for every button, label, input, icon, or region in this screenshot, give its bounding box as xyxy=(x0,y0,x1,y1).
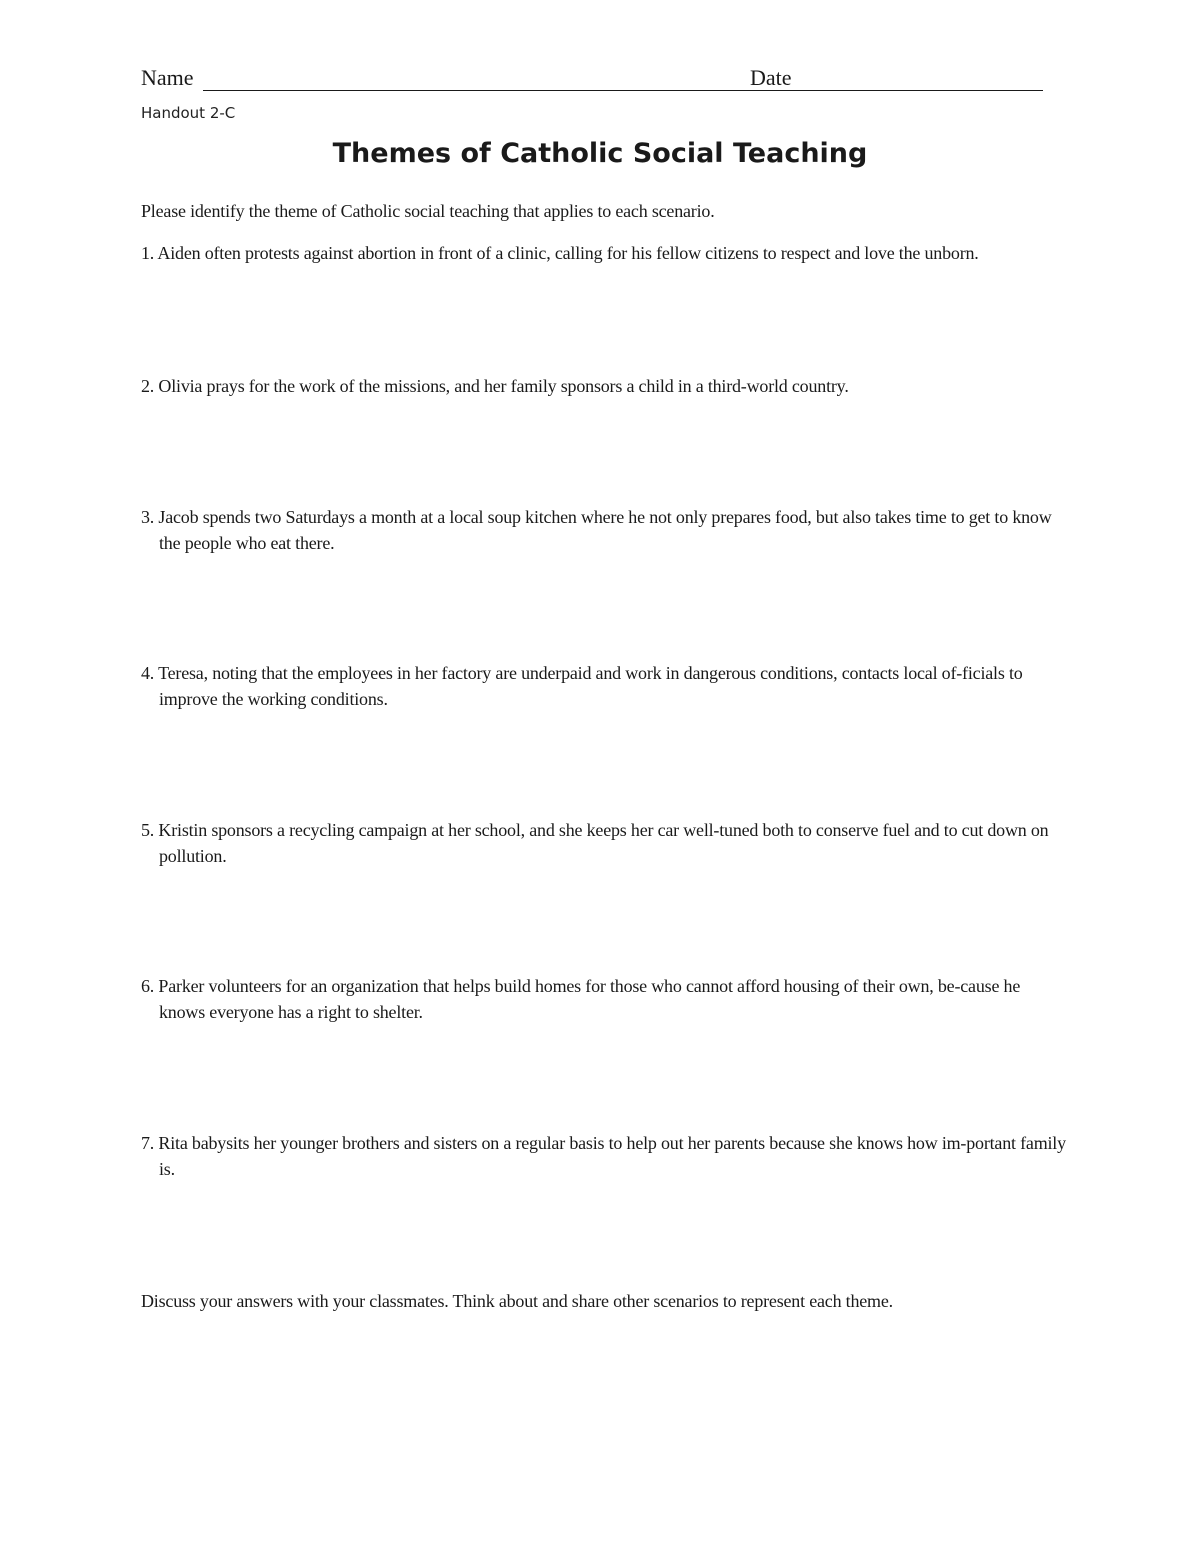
page-title: Themes of Catholic Social Teaching xyxy=(332,138,868,169)
scenario-item xyxy=(141,373,1066,399)
scenario-number: 5. xyxy=(141,820,155,840)
date-blank-line xyxy=(807,90,1043,91)
scenario-text: Aiden often protests against abortion in front of a clinic, calling for his fellow citizens to respect and love the unborn. xyxy=(157,243,979,263)
scenario-text: Rita babysits her younger brothers and sisters on a regular basis to help out her parents because she knows how im-portant family is. xyxy=(158,1133,1066,1179)
scenario-text: Teresa, noting that the employees in her factory are underpaid and work in dangerous conditions, contacts local of-ficials to improve the working conditions. xyxy=(158,663,1023,709)
scenario-number: 6. xyxy=(141,976,155,996)
date-label: Date xyxy=(750,65,792,90)
scenario-item xyxy=(141,504,1066,556)
scenario-number: 4. xyxy=(141,663,155,683)
scenario-item xyxy=(141,1130,1066,1182)
scenario-number: 7. xyxy=(141,1133,155,1153)
handout-label: Handout 2-C xyxy=(141,104,236,122)
name-date-header xyxy=(141,64,1051,96)
scenario-item xyxy=(141,973,1066,1025)
scenario-item xyxy=(141,817,1066,869)
scenario-text: Jacob spends two Saturdays a month at a local soup kitchen where he not only prepares food, but also takes time to get to know the people who eat there. xyxy=(158,507,1052,553)
name-label: Name xyxy=(141,65,194,90)
instructions: Please identify the theme of Catholic social teaching that applies to each scenario. xyxy=(141,201,715,221)
scenario-item xyxy=(141,660,1066,712)
scenario-text: Parker volunteers for an organization that helps build homes for those who cannot afford housing of their own, be-cause he knows everyone has a right to shelter. xyxy=(158,976,1021,1022)
scenario-number: 2. xyxy=(141,376,155,396)
closing-instructions: Discuss your answers with your classmates. Think about and share other scenarios to represent each theme. xyxy=(141,1291,893,1311)
scenario-number: 1. xyxy=(141,243,155,263)
scenario-text: Olivia prays for the work of the missions, and her family sponsors a child in a third-world country. xyxy=(158,376,849,396)
scenario-text: Kristin sponsors a recycling campaign at her school, and she keeps her car well-tuned both to conserve fuel and to cut down on pollution. xyxy=(158,820,1049,866)
scenario-number: 3. xyxy=(141,507,155,527)
scenario-item xyxy=(141,240,1066,266)
